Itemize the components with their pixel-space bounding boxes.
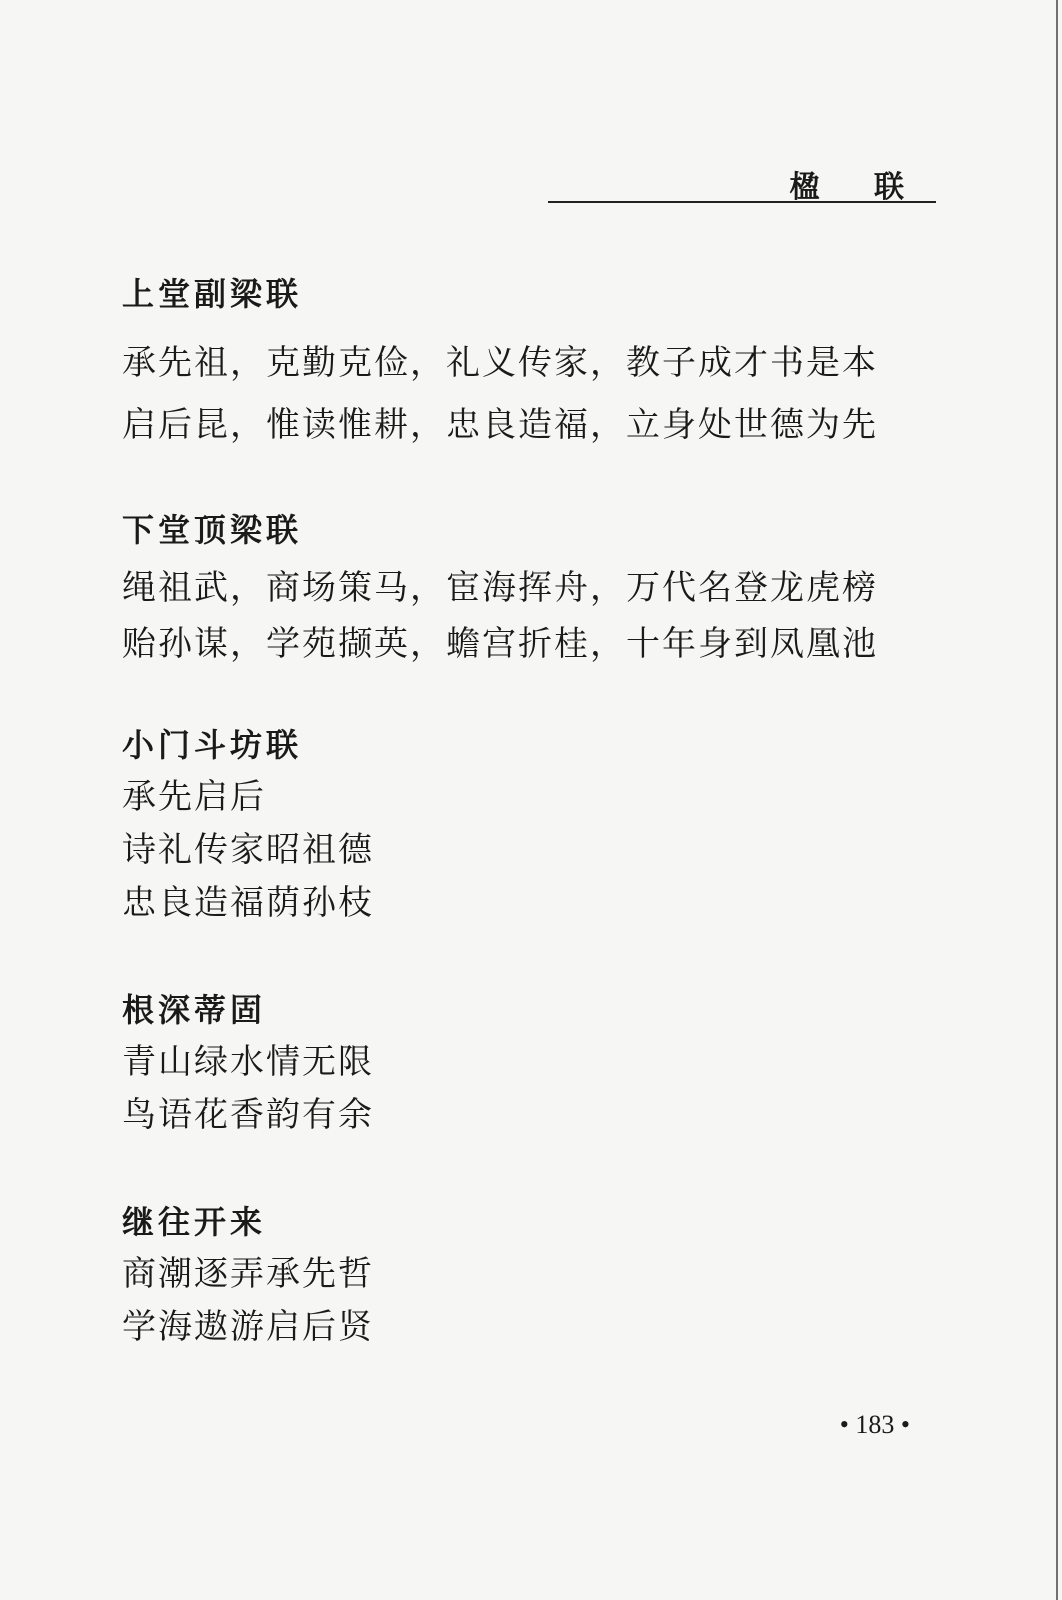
couplet-line: 绳祖武，商场策马，宦海挥舟，万代名登龙虎榜	[122, 568, 878, 608]
scan-edge-line	[1056, 0, 1058, 1600]
section-title: 根深蒂固	[122, 991, 267, 1029]
couplet-section-3	[122, 725, 942, 930]
section-title: 小门斗坊联	[122, 726, 303, 764]
page-number: • 183 •	[839, 1410, 910, 1439]
couplet-line: 承先启后	[122, 777, 266, 817]
couplet-section-4	[122, 990, 942, 1142]
couplet-line: 忠良造福荫孙枝	[122, 883, 374, 923]
couplet-line: 启后昆，惟读惟耕，忠良造福，立身处世德为先	[122, 405, 878, 445]
couplet-line: 诗礼传家昭祖德	[122, 830, 374, 870]
couplet-line: 鸟语花香韵有余	[122, 1095, 374, 1135]
header-rule	[548, 201, 936, 203]
couplet-line: 学海遨游启后贤	[122, 1307, 374, 1347]
couplet-line: 商潮逐弄承先哲	[122, 1254, 374, 1294]
section-title: 上堂副梁联	[122, 275, 303, 313]
section-title: 下堂顶梁联	[122, 511, 303, 549]
couplet-line: 青山绿水情无限	[122, 1042, 374, 1082]
running-header-title: 楹 联	[789, 170, 926, 205]
couplet-line: 贻孙谋，学苑撷英，蟾宫折桂，十年身到凤凰池	[122, 624, 878, 664]
couplet-line: 承先祖，克勤克俭，礼义传家，教子成才书是本	[122, 343, 878, 383]
couplet-section-1	[122, 274, 942, 456]
couplet-section-2	[122, 510, 942, 672]
section-title: 继往开来	[122, 1203, 267, 1241]
couplet-section-5	[122, 1202, 942, 1354]
